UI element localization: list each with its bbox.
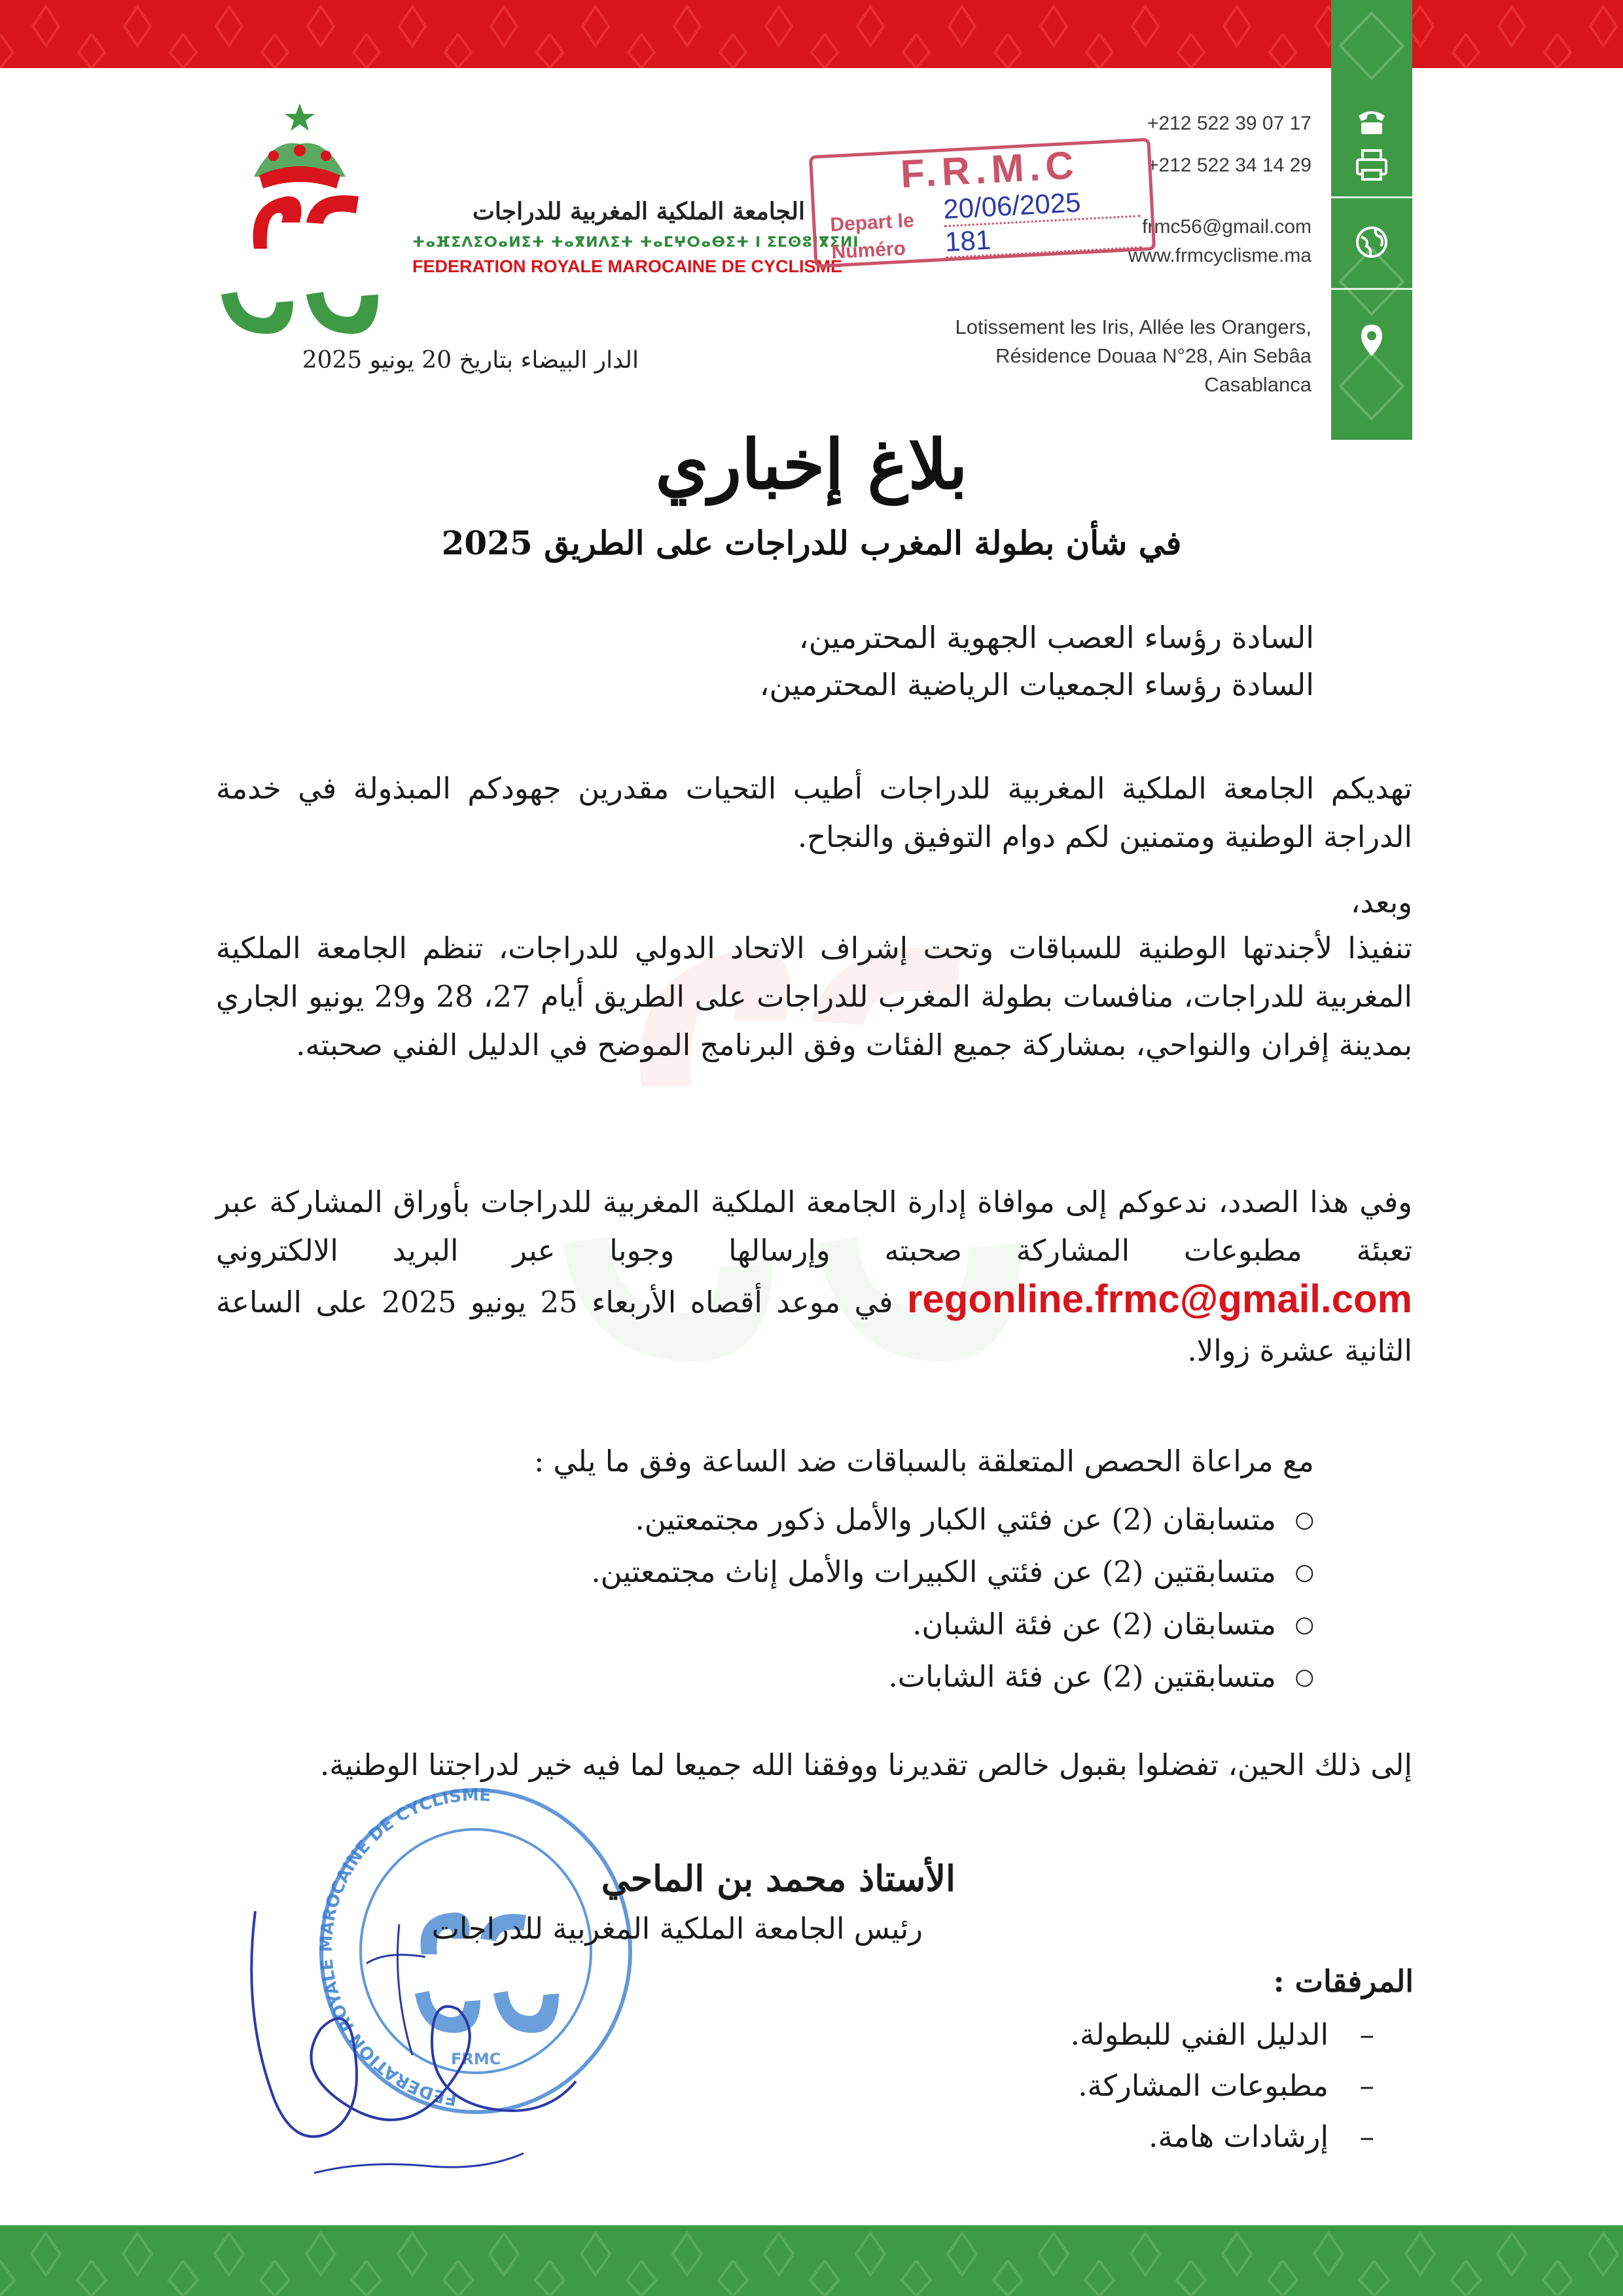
- signatory-name: الأستاذ محمد بن الماحي: [601, 1857, 955, 1899]
- quota-item-text: متسابقان (2) عن فئة الشبان.: [912, 1607, 1276, 1641]
- phone-number-2: +212 522 34 14 29: [1147, 154, 1311, 176]
- phone-number-1: +212 522 39 07 17: [1147, 113, 1311, 134]
- strip-divider: [1331, 196, 1412, 198]
- stamp-depart-value: 20/06/2025: [942, 187, 1082, 225]
- place-and-date: الدار البيضاء بتاريخ 20 يونيو 2025: [302, 347, 639, 374]
- bullet-icon: ○: [1294, 1559, 1314, 1585]
- addressee-line-2: السادة رؤساء الجمعيات الرياضية المحترمين،: [759, 667, 1314, 702]
- registration-text-2: في موعد أقصاه الأربعاء 25 يونيو 2025 على الساعة الثانية عشرة زوالا.: [216, 1285, 1412, 1368]
- document-subtitle: في شأن بطولة المغرب للدراجات على الطريق 2025: [441, 524, 1182, 562]
- globe-icon: [1352, 223, 1391, 262]
- attachment-text: مطبوعات المشاركة.: [1078, 2068, 1329, 2103]
- bullet-icon: ○: [1294, 1507, 1314, 1533]
- attachment-text: الدليل الفني للبطولة.: [1070, 2017, 1329, 2052]
- strip-pattern: [1331, 0, 1412, 440]
- stamp-numero-value: 181: [944, 224, 992, 258]
- attachments-title: المرفقات :: [1273, 1964, 1414, 1999]
- list-item: [327, 1598, 1314, 1651]
- list-item: [851, 2009, 1374, 2060]
- footer-pattern: [0, 2225, 1623, 2296]
- registration-text-1: وفي هذا الصدد، ندعوكم إلى موافاة إدارة الجامعة الملكية المغربية للدراجات بأوراق المشاركة عبر تعبئة مطبوعات المشاركة صحبته وإرسالها وجوبا عبر البريد الالكتروني: [216, 1185, 1412, 1268]
- quota-intro: مع مراعاة الحصص المتعلقة بالسباقات ضد الساعة وفق ما يلي :: [534, 1444, 1314, 1479]
- addressee-line-1: السادة رؤساء العصب الجهوية المحترمين،: [798, 620, 1314, 655]
- federation-name-tifinagh: ⵜⴰⴼⵉⴷⵉⵔⴰⵍⵉⵜ ⵜⴰⴳⵍⴷⵉⵜ ⵜⴰⵎⵖⵔⴰⴱⵉⵜ ⵏ ⵉⵎⵙⵓⵏⴳⵉⵍⵏ: [412, 234, 859, 251]
- stamp-depart-label: Depart le: [829, 209, 915, 236]
- document-title: بلاغ إخباري: [655, 424, 968, 505]
- closing-paragraph: إلى ذلك الحين، تفضلوا بقبول خالص تقديرنا ووفقنا الله جميعا لما فيه خير لدراجتنا الوطنية.: [320, 1748, 1412, 1782]
- federation-name-french: FEDERATION ROYALE MAROCAINE DE CYCLISME: [412, 257, 843, 276]
- address-line-1: Lotissement les Iris, Allée les Orangers,: [955, 315, 1311, 338]
- frmc-logo: [208, 98, 411, 353]
- attachment-text: إرشادات هامة.: [1149, 2119, 1329, 2154]
- address-line-3: Casablanca: [1204, 373, 1311, 396]
- address-line-2: Résidence Douaa N°28, Ain Sebâa: [995, 344, 1311, 367]
- attachments-list: [851, 2009, 1374, 2162]
- list-item: [851, 2060, 1374, 2111]
- postal-address: [955, 313, 1311, 399]
- greeting-paragraph: تهديكم الجامعة الملكية المغربية للدراجات أطيب التحيات مقدرين جهودكم المبذولة في خدمة الدراجة الوطنية ومتمنين لكم دوام التوفيق والنجاح.: [216, 771, 1412, 854]
- federation-name-arabic: الجامعة الملكية المغربية للدراجات: [473, 198, 805, 225]
- list-item: [327, 1546, 1314, 1598]
- addressees: [589, 614, 1314, 708]
- quota-item-text: متسابقتين (2) عن فئتي الكبيرات والأمل إناث مجتمعتين.: [591, 1554, 1276, 1589]
- announcement-paragraph: تنفيذا لأجندتها الوطنية للسباقات وتحت إشراف الاتحاد الدولي للدراجات، تنظم الجامعة الملكية المغربية للدراجات، منافسات بطولة المغرب للدراجات على الطريق أيام 27، 28 و29 يونيو الجاري بمدينة إفران والنواحي، بمشاركة جميع الفئات وفق البرنامج الموضح في الدليل الفني صحبته.: [216, 931, 1413, 1062]
- website-link[interactable]: www.frmcyclisme.ma: [1128, 245, 1311, 266]
- list-item: [327, 1651, 1314, 1703]
- strip-divider: [1331, 288, 1412, 290]
- bullet-icon: ○: [1294, 1664, 1314, 1690]
- bullet-icon: ○: [1294, 1611, 1314, 1638]
- round-stamp-center: FRMC: [451, 2050, 501, 2068]
- stamp-numero-label: Numéro: [830, 238, 906, 264]
- list-item: [851, 2111, 1374, 2162]
- list-item: [327, 1494, 1314, 1546]
- dash-icon: –: [1359, 2119, 1374, 2154]
- quota-item-text: متسابقتين (2) عن فئة الشابات.: [888, 1659, 1276, 1694]
- phone-icon: [1352, 101, 1391, 141]
- footer-band: [0, 2225, 1623, 2296]
- stamp-title: F.R.M.C: [899, 143, 1080, 196]
- contact-email[interactable]: frmc56@gmail.com: [1142, 216, 1311, 238]
- contact-strip: [1331, 0, 1412, 440]
- fax-icon: [1352, 145, 1391, 185]
- dash-icon: –: [1359, 2068, 1374, 2103]
- reception-stamp: [809, 137, 1156, 268]
- signatory-role: رئيس الجامعة الملكية المغربية للدراجات: [431, 1911, 923, 1946]
- quota-list: [327, 1494, 1314, 1703]
- round-stamp-text: FEDERATION ROYALE MAROCAINE DE CYCLISME: [317, 1785, 492, 2109]
- quota-item-text: متسابقان (2) عن فئتي الكبار والأمل ذكور مجتمعتين.: [635, 1502, 1276, 1537]
- location-pin-icon: [1352, 321, 1391, 360]
- registration-email-link[interactable]: regonline.frmc@gmail.com: [906, 1277, 1412, 1321]
- registration-paragraph: [216, 1178, 1412, 1375]
- wabaad-line: وبعد،: [1350, 885, 1412, 920]
- dash-icon: –: [1359, 2017, 1374, 2052]
